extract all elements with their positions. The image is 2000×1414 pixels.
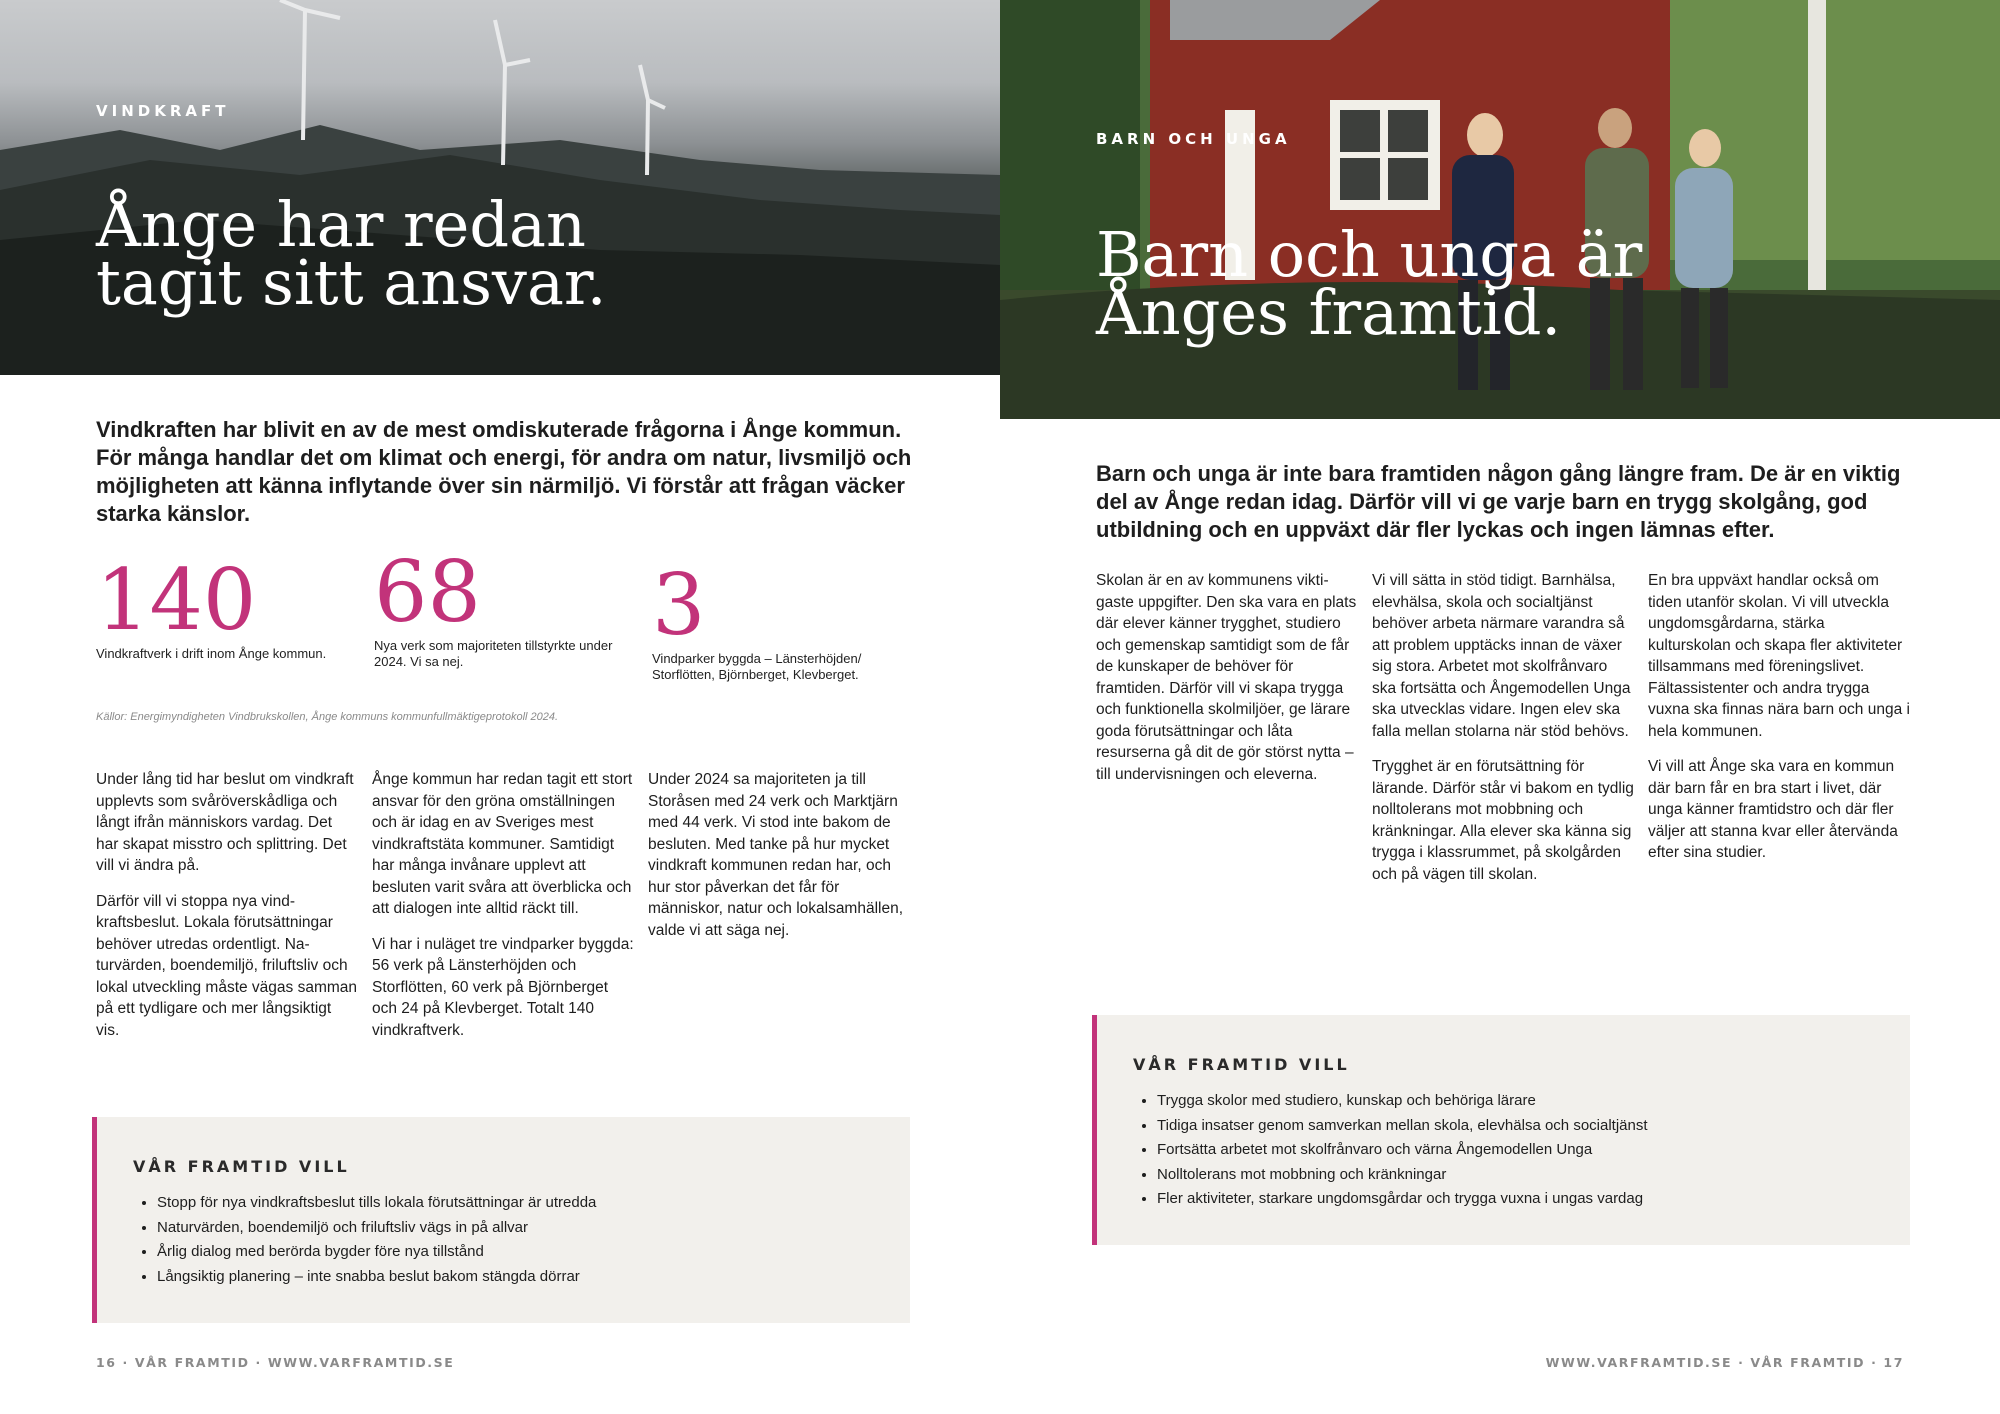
stat-description: Nya verk som majoriteten tillstyrkte under 2024. Vi sa nej. bbox=[374, 638, 613, 669]
list-item: • Fler aktiviteter, starkare ungdomsgårdar och trygga vuxna i ungas vardag bbox=[1157, 1187, 1648, 1212]
paragraph: Ånge kommun har redan tagit ett stort ansvar för den gröna omställningen och är idag en av Sveriges mest vindkraftstäta kommuner. Samtidigt har många invånare upplevt att besluten varit svåra att överblicka och att dialogen inte alltid räckt till. bbox=[372, 771, 633, 917]
hero-image-children-school bbox=[1000, 0, 2000, 419]
list-item: • Naturvärden, boendemiljö och friluftsliv vägs in på allvar bbox=[157, 1216, 596, 1241]
source-note: Källor: Energimyndigheten Vindbrukskollen, Ånge kommuns kommunfullmäktigeprotokoll 2024. bbox=[96, 711, 559, 723]
paragraph: Vi vill att Ånge ska vara en kommun där barn får en bra start i livet, där unga känner framtidstro och där fler väljer att stanna kvar eller återvända efter sina studier. bbox=[1648, 758, 1898, 861]
paragraph: Trygghet är en förutsättning för lärande. Därför står vi bakom en tydlig nolltolerans mot mobbning och kränkningar. Alla elever ska känna sig trygga i klassrummet, på skolgården och på vägen till skolan. bbox=[1372, 758, 1634, 883]
stat-description: Vindkraftverk i drift inom Ånge kommun. bbox=[96, 646, 327, 661]
policy-list bbox=[1133, 1089, 1648, 1212]
body-column-3 bbox=[1648, 570, 1910, 878]
lead-paragraph: Vindkraften har blivit en av de mest omdiskuterade frågorna i Ånge kommun. För många handlar det om klimat och energi, för andra om natur, livsmiljö och möjligheten att känna inflytande över sin närmiljö. Vi förstår att frågan väcker starka känslor. bbox=[96, 417, 912, 526]
lead-paragraph: Barn och unga är inte bara framtiden någon gång längre fram. De är en viktig del av Ånge redan idag. Därför vill vi ge varje barn en trygg skolgång, god utbildning och en uppväxt där fler lyckas och ingen lämnas efter. bbox=[1096, 461, 1901, 542]
policy-box bbox=[92, 1117, 910, 1323]
schoolhouse-children-illustration bbox=[1000, 0, 2000, 419]
paragraph: Därför vill vi stoppa nya vindkraftsbeslut. Lokala förutsättningar behöver utredas ordentligt. Naturvärden, boendemiljö, friluftsliv och lokal utveckling måste vägas samman på ett tydligare och mer långsiktigt vis. bbox=[96, 892, 358, 1039]
list-item: • Tidiga insatser genom samverkan mellan skola, elevhälsa och socialtjänst bbox=[1157, 1114, 1648, 1139]
title-line-2: Ånges framtid. bbox=[1096, 276, 1562, 349]
page-footer: 16 · VÅR FRAMTID · WWW.VARFRAMTID.SE bbox=[96, 1355, 455, 1370]
body-column-2 bbox=[1372, 570, 1634, 899]
list-item: • Trygga skolor med studiero, kunskap och behöriga lärare bbox=[1157, 1089, 1648, 1114]
stat-wind-turbines bbox=[96, 551, 336, 662]
paragraph: En bra uppväxt handlar också om tiden utanför skolan. Vi vill utveckla ungdomsgårdarna, stärka kulturskolan och skapa fler aktiviteter tillsammans med föreningslivet. Fältassistenter och andra trygga vuxna ska finnas nära barn och unga i hela kommunen. bbox=[1648, 572, 1910, 740]
list-item: • Långsiktig planering – inte snabba beslut bakom stängda dörrar bbox=[157, 1265, 596, 1290]
title-line-2: tagit sitt ansvar. bbox=[96, 246, 607, 319]
list-item: • Stopp för nya vindkraftsbeslut tills lokala förutsättningar är utredda bbox=[157, 1191, 596, 1216]
list-item: • Fortsätta arbetet mot skolfrånvaro och värna Ångemodellen Unga bbox=[1157, 1138, 1648, 1163]
list-item: • Årlig dialog med berörda bygder före nya tillstånd bbox=[157, 1240, 596, 1265]
hero-image-wind-turbines bbox=[0, 0, 1000, 375]
list-item: • Nolltolerans mot mobbning och kränkningar bbox=[1157, 1163, 1648, 1188]
stat-wind-parks bbox=[652, 556, 892, 683]
page-title bbox=[96, 188, 607, 319]
right-page bbox=[1000, 0, 2000, 1414]
body-column-1 bbox=[96, 769, 358, 1055]
policy-box bbox=[1092, 1015, 1910, 1245]
stat-number: 3 bbox=[652, 556, 706, 654]
paragraph: Vi vill sätta in stöd tidigt. Barnhälsa, elevhälsa, skola och socialtjänst behöver arbeta närmare varandra så att problem upptäcks innan de växer sig stora. Arbetet mot skolfrånvaro ska fortsätta och Ångemodellen Unga ska utvecklas vidare. Ingen elev ska falla mellan stolarna när stöd behövs. bbox=[1372, 572, 1631, 740]
page-footer: WWW.VARFRAMTID.SE · VÅR FRAMTID · 17 bbox=[1545, 1355, 1904, 1370]
page-title bbox=[1096, 218, 1643, 349]
stat-number: 140 bbox=[96, 551, 257, 649]
title-line-1: Barn och unga är bbox=[1096, 218, 1643, 291]
paragraph: Under lång tid har beslut om vindkraft upplevts som svåröverskådliga och långt ifrån människors vardag. Det har skapat misstro och splittring. Det vill vi ändra på. bbox=[96, 771, 354, 874]
section-label: BARN OCH UNGA bbox=[1096, 130, 1291, 148]
policy-list bbox=[133, 1191, 596, 1289]
paragraph: Skolan är en av kommunens viktigaste uppgifter. Den ska vara en plats där elever känner trygghet, studiero och gemenskap samtidigt som de får de kunskaper de behöver för framtiden. Därför vill vi skapa trygga och funktionella skolmiljöer, ge lärare goda förutsättningar och låta resurserna gå dit de gör störst nytta – till undervisningen och eleverna. bbox=[1096, 572, 1357, 783]
policy-box-title: VÅR FRAMTID VILL bbox=[133, 1157, 350, 1176]
stat-description: Vindparker byggda – Länsterhöjden/ Storflötten, Björnberget, Klevberget. bbox=[652, 651, 862, 682]
title-line-1: Ånge har redan bbox=[96, 188, 586, 261]
body-column-1 bbox=[1096, 570, 1358, 799]
paragraph: Under 2024 sa majoriteten ja till Storåsen med 24 verk och Marktjärn med 44 verk. Vi stod inte bakom de besluten. Med tanke på hur mycket vindkraft kommunen redan har, och hur stor påverkan det får för människor, natur och lokalsamhällen, valde vi att säga nej. bbox=[648, 771, 904, 939]
body-column-2 bbox=[372, 769, 634, 1055]
stat-number: 68 bbox=[374, 543, 481, 641]
stat-new-turbines bbox=[374, 543, 614, 670]
policy-box-title: VÅR FRAMTID VILL bbox=[1133, 1055, 1350, 1074]
body-column-3 bbox=[648, 769, 910, 955]
section-label: VINDKRAFT bbox=[96, 102, 230, 120]
paragraph: Vi har i nuläget tre vindparker byggda: 56 verk på Länsterhöjden och Storflötten, 60 verk på Björnberget och 24 på Klevberget. Totalt 140 vindkraftverk. bbox=[372, 935, 634, 1039]
